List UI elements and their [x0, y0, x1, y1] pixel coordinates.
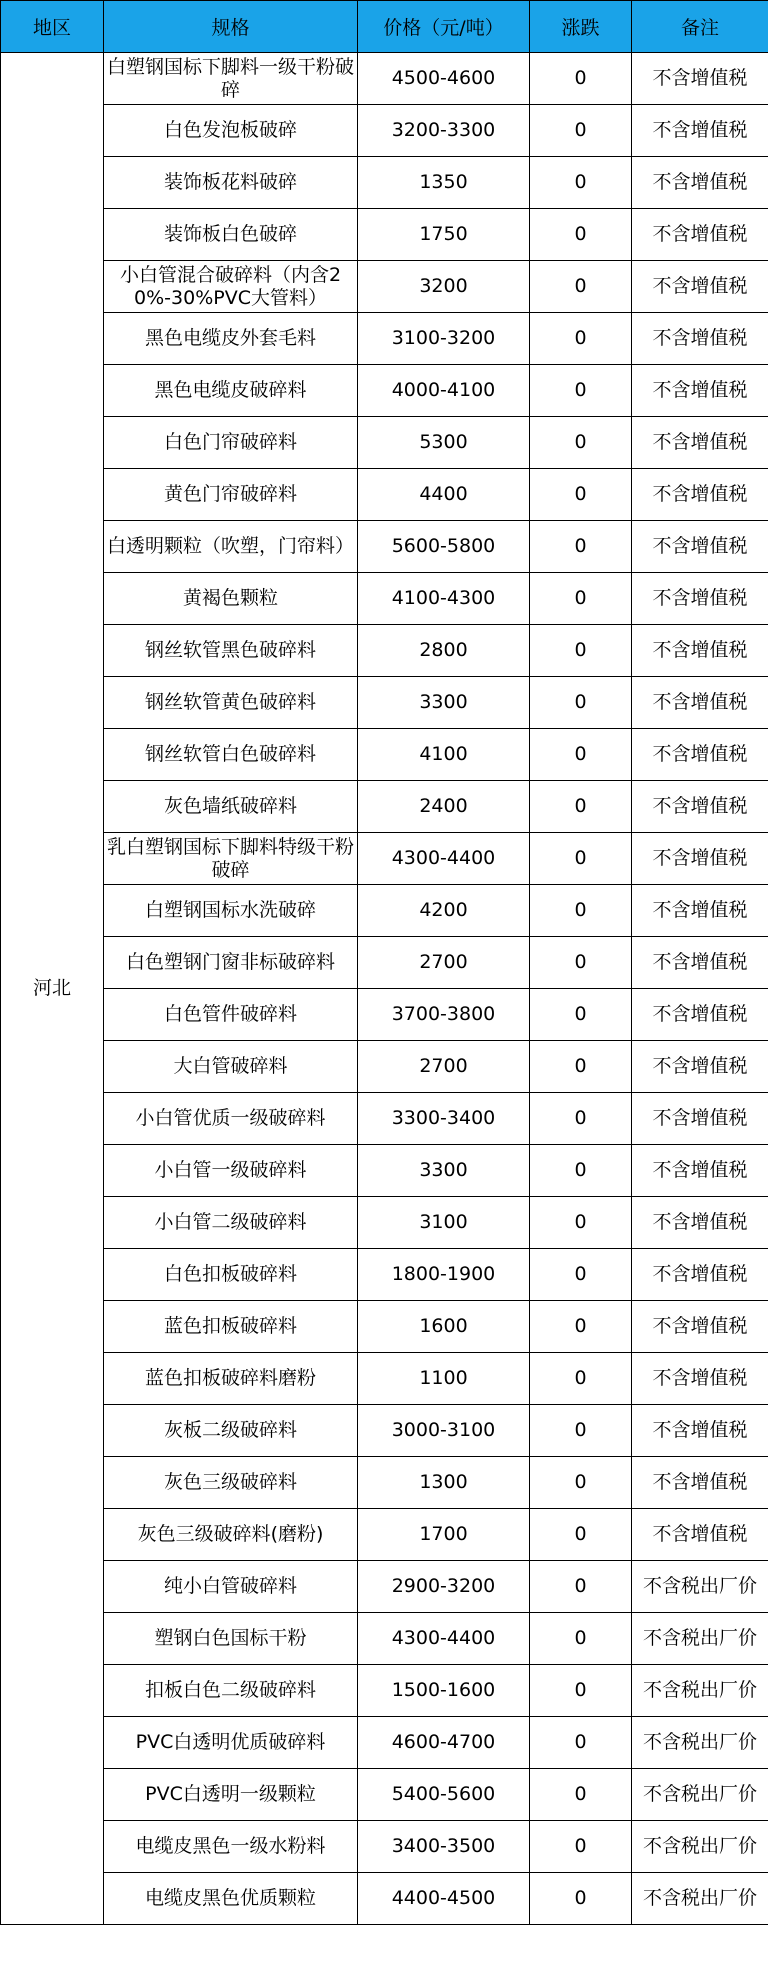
spec-cell: 黄褐色颗粒 [104, 573, 358, 625]
price-cell: 3400-3500 [358, 1821, 530, 1873]
note-cell: 不含增值税 [632, 469, 768, 521]
table-row [1, 1509, 768, 1561]
table-row [1, 1717, 768, 1769]
change-cell: 0 [530, 1093, 632, 1145]
note-cell: 不含增值税 [632, 573, 768, 625]
change-cell: 0 [530, 521, 632, 573]
table-row [1, 1665, 768, 1717]
price-cell: 2800 [358, 625, 530, 677]
header-price: 价格（元/吨） [358, 1, 530, 53]
note-cell: 不含增值税 [632, 781, 768, 833]
note-cell: 不含增值税 [632, 1509, 768, 1561]
note-cell: 不含增值税 [632, 521, 768, 573]
spec-cell: 黑色电缆皮破碎料 [104, 365, 358, 417]
note-cell: 不含增值税 [632, 261, 768, 313]
note-cell: 不含增值税 [632, 1353, 768, 1405]
table-row [1, 209, 768, 261]
table-header [1, 1, 768, 53]
change-cell: 0 [530, 937, 632, 989]
spec-cell: 小白管二级破碎料 [104, 1197, 358, 1249]
note-cell: 不含税出厂价 [632, 1873, 768, 1925]
price-cell: 3300 [358, 677, 530, 729]
change-cell: 0 [530, 1821, 632, 1873]
price-cell: 4200 [358, 885, 530, 937]
change-cell: 0 [530, 729, 632, 781]
change-cell: 0 [530, 1873, 632, 1925]
note-cell: 不含增值税 [632, 417, 768, 469]
table-row [1, 157, 768, 209]
spec-cell: 黄色门帘破碎料 [104, 469, 358, 521]
table-row [1, 313, 768, 365]
change-cell: 0 [530, 833, 632, 885]
table-row [1, 1613, 768, 1665]
note-cell: 不含增值税 [632, 53, 768, 105]
spec-cell: PVC白透明一级颗粒 [104, 1769, 358, 1821]
table-row [1, 105, 768, 157]
note-cell: 不含增值税 [632, 1093, 768, 1145]
table-row [1, 1041, 768, 1093]
header-row [1, 1, 768, 53]
spec-cell: 灰色三级破碎料(磨粉) [104, 1509, 358, 1561]
price-cell: 2400 [358, 781, 530, 833]
spec-cell: PVC白透明优质破碎料 [104, 1717, 358, 1769]
change-cell: 0 [530, 1041, 632, 1093]
table-row [1, 1457, 768, 1509]
change-cell: 0 [530, 1353, 632, 1405]
note-cell: 不含增值税 [632, 937, 768, 989]
change-cell: 0 [530, 53, 632, 105]
note-cell: 不含增值税 [632, 313, 768, 365]
header-note: 备注 [632, 1, 768, 53]
region-cell: 河北 [1, 53, 104, 1925]
header-region: 地区 [1, 1, 104, 53]
price-cell: 2900-3200 [358, 1561, 530, 1613]
spec-cell: 黑色电缆皮外套毛料 [104, 313, 358, 365]
table-row [1, 417, 768, 469]
table-row [1, 365, 768, 417]
price-cell: 4100 [358, 729, 530, 781]
table-row [1, 937, 768, 989]
spec-cell: 白色塑钢门窗非标破碎料 [104, 937, 358, 989]
price-cell: 1350 [358, 157, 530, 209]
table-row [1, 1873, 768, 1925]
spec-cell: 钢丝软管黑色破碎料 [104, 625, 358, 677]
spec-cell: 钢丝软管白色破碎料 [104, 729, 358, 781]
change-cell: 0 [530, 1613, 632, 1665]
price-cell: 1500-1600 [358, 1665, 530, 1717]
price-cell: 3100 [358, 1197, 530, 1249]
change-cell: 0 [530, 1249, 632, 1301]
note-cell: 不含增值税 [632, 1197, 768, 1249]
price-cell: 1600 [358, 1301, 530, 1353]
spec-cell: 钢丝软管黄色破碎料 [104, 677, 358, 729]
note-cell: 不含税出厂价 [632, 1821, 768, 1873]
spec-cell: 白色发泡板破碎 [104, 105, 358, 157]
price-cell: 2700 [358, 1041, 530, 1093]
change-cell: 0 [530, 989, 632, 1041]
table-row [1, 781, 768, 833]
table-row [1, 1197, 768, 1249]
change-cell: 0 [530, 1197, 632, 1249]
table-row [1, 1093, 768, 1145]
spec-cell: 装饰板花料破碎 [104, 157, 358, 209]
change-cell: 0 [530, 105, 632, 157]
spec-cell: 小白管混合破碎料（内含20%-30%PVC大管料） [104, 261, 358, 313]
spec-cell: 装饰板白色破碎 [104, 209, 358, 261]
note-cell: 不含增值税 [632, 625, 768, 677]
price-cell: 5300 [358, 417, 530, 469]
spec-cell: 白色扣板破碎料 [104, 1249, 358, 1301]
spec-cell: 电缆皮黑色优质颗粒 [104, 1873, 358, 1925]
price-cell: 3300 [358, 1145, 530, 1197]
note-cell: 不含税出厂价 [632, 1769, 768, 1821]
note-cell: 不含增值税 [632, 365, 768, 417]
change-cell: 0 [530, 625, 632, 677]
note-cell: 不含增值税 [632, 677, 768, 729]
table-body [1, 53, 768, 1925]
spec-cell: 白塑钢国标下脚料一级干粉破碎 [104, 53, 358, 105]
change-cell: 0 [530, 781, 632, 833]
change-cell: 0 [530, 1145, 632, 1197]
change-cell: 0 [530, 313, 632, 365]
price-cell: 1800-1900 [358, 1249, 530, 1301]
change-cell: 0 [530, 1301, 632, 1353]
note-cell: 不含增值税 [632, 1405, 768, 1457]
price-cell: 4400-4500 [358, 1873, 530, 1925]
table-row [1, 729, 768, 781]
note-cell: 不含增值税 [632, 885, 768, 937]
spec-cell: 白色门帘破碎料 [104, 417, 358, 469]
price-cell: 1100 [358, 1353, 530, 1405]
change-cell: 0 [530, 573, 632, 625]
change-cell: 0 [530, 1509, 632, 1561]
note-cell: 不含税出厂价 [632, 1613, 768, 1665]
table-row [1, 1145, 768, 1197]
spec-cell: 扣板白色二级破碎料 [104, 1665, 358, 1717]
spec-cell: 白透明颗粒（吹塑，门帘料） [104, 521, 358, 573]
price-cell: 4400 [358, 469, 530, 521]
spec-cell: 乳白塑钢国标下脚料特级干粉破碎 [104, 833, 358, 885]
spec-cell: 大白管破碎料 [104, 1041, 358, 1093]
change-cell: 0 [530, 1405, 632, 1457]
change-cell: 0 [530, 885, 632, 937]
price-cell: 4600-4700 [358, 1717, 530, 1769]
price-cell: 1300 [358, 1457, 530, 1509]
spec-cell: 蓝色扣板破碎料 [104, 1301, 358, 1353]
table-row [1, 1353, 768, 1405]
spec-cell: 白色管件破碎料 [104, 989, 358, 1041]
change-cell: 0 [530, 261, 632, 313]
header-change: 涨跌 [530, 1, 632, 53]
table-row [1, 573, 768, 625]
note-cell: 不含税出厂价 [632, 1717, 768, 1769]
price-cell: 4500-4600 [358, 53, 530, 105]
change-cell: 0 [530, 1717, 632, 1769]
spec-cell: 电缆皮黑色一级水粉料 [104, 1821, 358, 1873]
header-spec: 规格 [104, 1, 358, 53]
table-row [1, 677, 768, 729]
note-cell: 不含增值税 [632, 989, 768, 1041]
table-row [1, 625, 768, 677]
note-cell: 不含税出厂价 [632, 1561, 768, 1613]
change-cell: 0 [530, 1769, 632, 1821]
note-cell: 不含增值税 [632, 833, 768, 885]
table-row [1, 885, 768, 937]
change-cell: 0 [530, 1457, 632, 1509]
table-row [1, 521, 768, 573]
spec-cell: 小白管一级破碎料 [104, 1145, 358, 1197]
change-cell: 0 [530, 417, 632, 469]
table-row [1, 1561, 768, 1613]
table-row [1, 1821, 768, 1873]
table-row [1, 989, 768, 1041]
price-cell: 4300-4400 [358, 833, 530, 885]
spec-cell: 灰色墙纸破碎料 [104, 781, 358, 833]
note-cell: 不含增值税 [632, 1249, 768, 1301]
price-cell: 5600-5800 [358, 521, 530, 573]
change-cell: 0 [530, 365, 632, 417]
table-row [1, 469, 768, 521]
table-row [1, 1405, 768, 1457]
price-cell: 3100-3200 [358, 313, 530, 365]
change-cell: 0 [530, 1561, 632, 1613]
price-cell: 4300-4400 [358, 1613, 530, 1665]
spec-cell: 灰板二级破碎料 [104, 1405, 358, 1457]
price-cell: 2700 [358, 937, 530, 989]
spec-cell: 白塑钢国标水洗破碎 [104, 885, 358, 937]
spec-cell: 塑钢白色国标干粉 [104, 1613, 358, 1665]
note-cell: 不含增值税 [632, 157, 768, 209]
note-cell: 不含增值税 [632, 105, 768, 157]
price-cell: 4100-4300 [358, 573, 530, 625]
change-cell: 0 [530, 157, 632, 209]
price-cell: 4000-4100 [358, 365, 530, 417]
note-cell: 不含增值税 [632, 1457, 768, 1509]
table-row [1, 1301, 768, 1353]
note-cell: 不含增值税 [632, 1145, 768, 1197]
price-cell: 5400-5600 [358, 1769, 530, 1821]
note-cell: 不含税出厂价 [632, 1665, 768, 1717]
table-row [1, 53, 768, 105]
price-cell: 3200 [358, 261, 530, 313]
change-cell: 0 [530, 469, 632, 521]
spec-cell: 蓝色扣板破碎料磨粉 [104, 1353, 358, 1405]
note-cell: 不含增值税 [632, 209, 768, 261]
note-cell: 不含增值税 [632, 1301, 768, 1353]
price-cell: 1750 [358, 209, 530, 261]
table-row [1, 1249, 768, 1301]
price-cell: 3700-3800 [358, 989, 530, 1041]
spec-cell: 小白管优质一级破碎料 [104, 1093, 358, 1145]
change-cell: 0 [530, 1665, 632, 1717]
price-cell: 3200-3300 [358, 105, 530, 157]
table-row [1, 1769, 768, 1821]
change-cell: 0 [530, 677, 632, 729]
change-cell: 0 [530, 209, 632, 261]
price-cell: 1700 [358, 1509, 530, 1561]
note-cell: 不含增值税 [632, 729, 768, 781]
table-row [1, 261, 768, 313]
spec-cell: 纯小白管破碎料 [104, 1561, 358, 1613]
price-cell: 3300-3400 [358, 1093, 530, 1145]
table-row [1, 833, 768, 885]
spec-cell: 灰色三级破碎料 [104, 1457, 358, 1509]
note-cell: 不含增值税 [632, 1041, 768, 1093]
price-cell: 3000-3100 [358, 1405, 530, 1457]
